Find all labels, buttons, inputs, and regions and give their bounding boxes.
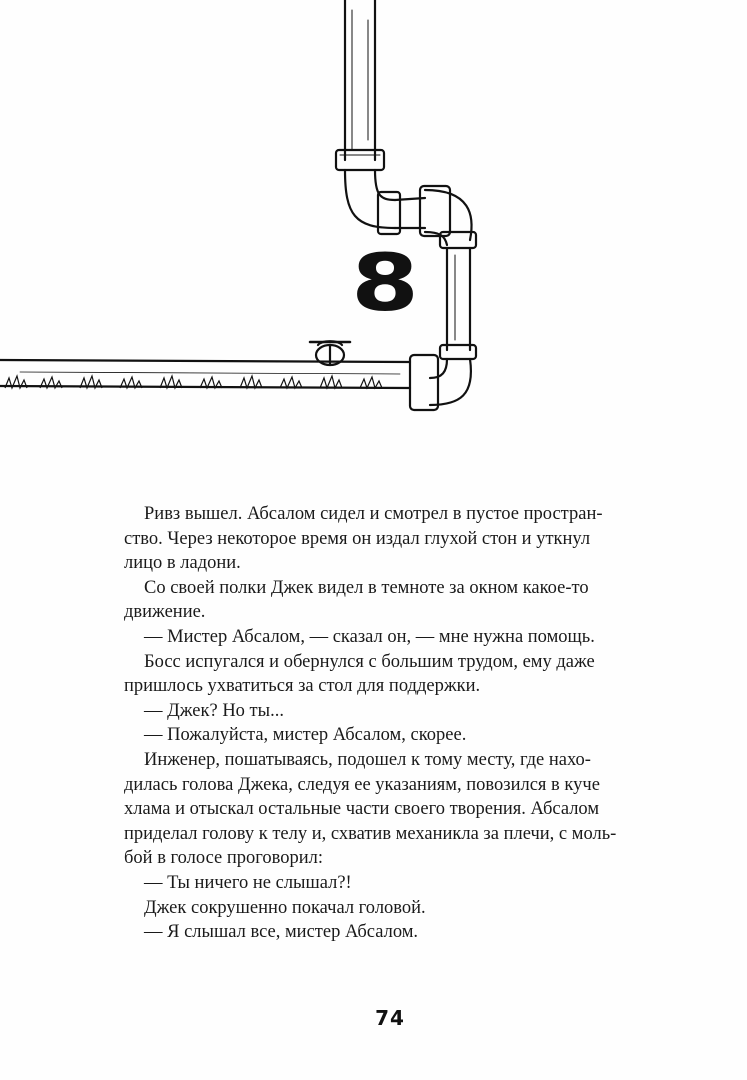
text-line: Со своей полки Джек видел в темноте за окном какое-то (144, 577, 589, 598)
text-line: — Джек? Но ты... (144, 700, 284, 721)
text-line: Босс испугался и обернулся с большим трудом, ему даже (144, 651, 595, 672)
text-line: хлама и отыскал остальные части своего творения. Абсалом (124, 799, 600, 820)
text-line: Джек сокрушенно покачал головой. (144, 897, 426, 918)
pipe-illustration (0, 0, 747, 430)
text-line: Инженер, пошатываясь, подошел к тому месту, где нахо- (144, 749, 591, 770)
text-line: движение. (124, 602, 206, 623)
text-line: лицо в ладони. (124, 553, 241, 574)
text-line: Ривз вышел. Абсалом сидел и смотрел в пустое простран- (144, 504, 603, 524)
page-number: 74 (375, 1006, 405, 1030)
text-line: приделал голову к телу и, схватив механикла за плечи, с моль- (124, 823, 617, 844)
chapter-number: 8 (351, 239, 419, 329)
text-line: ство. Через некоторое время он издал глухой стон и уткнул (124, 528, 591, 549)
body-text (124, 502, 668, 945)
text-line: — Ты ничего не слышал?! (144, 872, 352, 893)
text-line: бой в голосе проговорил: (124, 848, 324, 869)
text-line: пришлось ухватиться за стол для поддержки. (124, 676, 481, 697)
text-line: дилась голова Джека, следуя ее указаниям, повозился в куче (124, 774, 600, 795)
text-line: — Мистер Абсалом, — сказал он, — мне нужна помощь. (144, 626, 595, 647)
text-line: — Я слышал все, мистер Абсалом. (144, 922, 419, 943)
text-line: — Пожалуйста, мистер Абсалом, скорее. (144, 725, 467, 746)
